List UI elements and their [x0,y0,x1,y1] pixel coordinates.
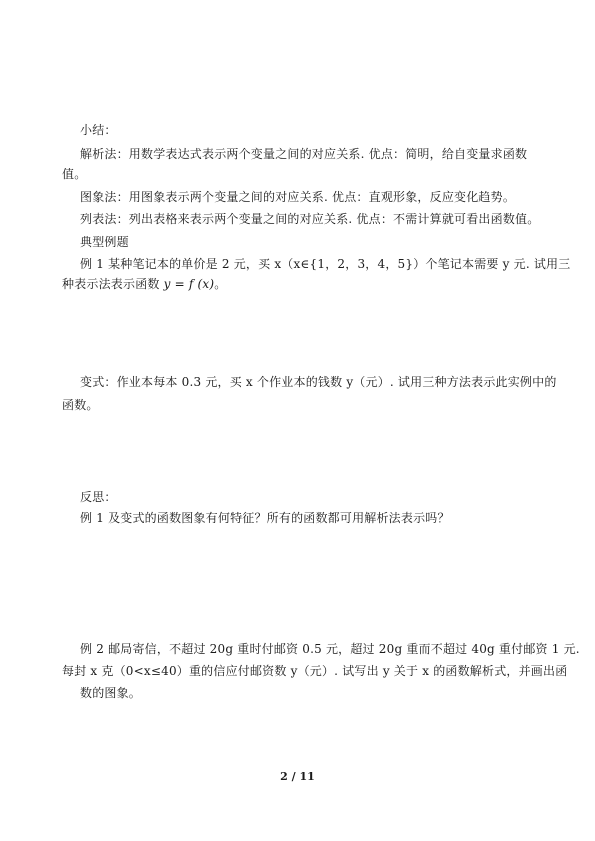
graph-method-line: 图象法：用图象表示两个变量之间的对应关系. 优点：直观形象，反应变化趋势。 [80,190,516,204]
example1-line-2-text: 种表示法表示函数 [62,277,164,291]
page-number: 2 / 11 [280,770,315,783]
function-formula: y = f (x) [163,277,215,291]
summary-heading: 小结： [80,123,117,137]
variant-line-1: 变式：作业本每本 0.3 元，买 x 个作业本的钱数 y（元）. 试用三种方法表示此实例中的 [80,375,557,389]
example2-line-2: 每封 x 克（0<x≤40）重的信应付邮资数 y（元）. 试写出 y 关于 x 的函数解析式，并画出函 [62,664,568,678]
example2-line-3: 数的图象。 [80,686,142,700]
example1-line-1: 例 1 某种笔记本的单价是 2 元，买 x（x∈{1，2，3，4，5}）个笔记本需要 y 元. 试用三 [80,257,571,271]
examples-heading: 典型例题 [80,235,129,249]
reflection-heading: 反思： [80,490,117,504]
analytic-method-line-1: 解析法：用数学表达式表示两个变量之间的对应关系. 优点：简明，给自变量求函数 [80,147,528,161]
table-method-line: 列表法：列出表格来表示两个变量之间的对应关系. 优点：不需计算就可看出函数值。 [80,212,540,226]
example1-line-2 [62,276,226,292]
example1-line-2-end: 。 [214,277,227,291]
variant-line-2: 函数。 [62,398,99,412]
example2-line-1: 例 2 邮局寄信，不超过 20g 重时付邮资 0.5 元，超过 20g 重而不超过 40g 重付邮资 1 元. [80,642,580,656]
analytic-method-line-2: 值。 [62,167,87,181]
reflection-line-1: 例 1 及变式的函数图象有何特征？所有的函数都可用解析法表示吗？ [80,511,450,525]
